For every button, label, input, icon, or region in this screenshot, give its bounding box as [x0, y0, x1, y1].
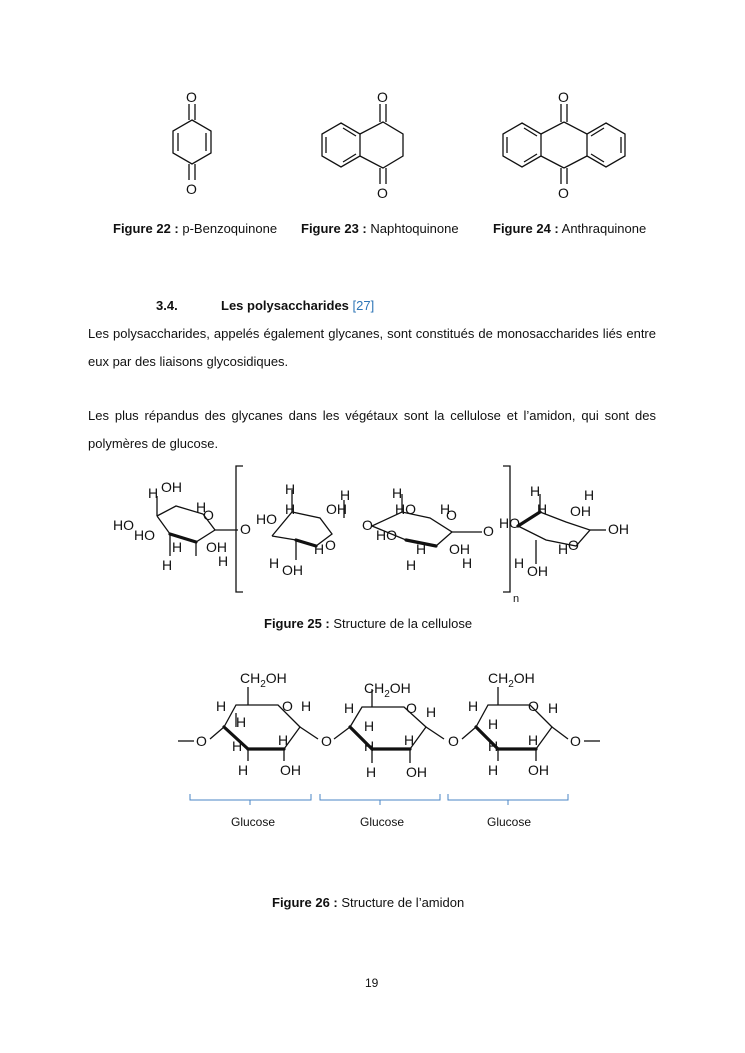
figure-23-caption [301, 221, 459, 236]
svg-text:HO: HO [395, 501, 416, 517]
svg-text:H: H [238, 762, 249, 778]
svg-text:O: O [406, 700, 417, 716]
figure-24-caption [493, 221, 646, 236]
figure-25-caption [264, 616, 472, 631]
svg-text:O: O [282, 698, 293, 714]
figure-22-caption [113, 221, 277, 236]
figure-22-label: Figure 22 : [113, 221, 179, 236]
svg-text:H: H [462, 555, 473, 571]
svg-text:HO: HO [376, 527, 397, 543]
oxygen-label: O [186, 181, 197, 197]
svg-text:O: O [203, 507, 214, 523]
section-title: Les polysaccharides [221, 298, 349, 313]
svg-text:O: O [325, 537, 336, 553]
svg-text:H: H [528, 732, 539, 748]
svg-text:H: H [406, 557, 417, 573]
figure-22-name: p-Benzoquinone [182, 221, 278, 236]
svg-text:H: H [537, 501, 548, 517]
svg-text:O: O [240, 521, 251, 537]
oxygen-label: O [558, 89, 569, 105]
svg-text:H: H [232, 738, 243, 754]
svg-text:H: H [584, 487, 595, 503]
figure-26-caption [272, 895, 464, 910]
svg-text:H: H [344, 700, 355, 716]
naphtoquinone-structure [322, 89, 403, 201]
svg-text:OH: OH [570, 503, 591, 519]
svg-text:OH: OH [608, 521, 629, 537]
reference-link[interactable]: [27] [352, 298, 375, 313]
svg-text:H: H [440, 501, 451, 517]
svg-text:H: H [404, 732, 415, 748]
svg-text:H: H [314, 541, 325, 557]
glucose-label-2: Glucose [360, 815, 405, 829]
svg-text:H: H [148, 485, 159, 501]
repeat-subscript: n [513, 593, 520, 605]
glucose-label-1: Glucose [231, 815, 276, 829]
figure-23-name: Naphtoquinone [370, 221, 459, 236]
figure-24-label: Figure 24 : [493, 221, 559, 236]
svg-text:OH: OH [161, 479, 182, 495]
svg-text:OH: OH [406, 764, 427, 780]
paragraph-glycanes: Les plus répandus des glycanes dans les végétaux sont la cellulose et l’amidon, qui sont des polymères de glucose. [88, 408, 656, 451]
oxygen-label: O [186, 89, 197, 105]
svg-text:OH: OH [326, 501, 347, 517]
svg-text:H: H [364, 718, 375, 734]
svg-text:O: O [568, 537, 579, 553]
glucose-brace [190, 794, 311, 805]
svg-text:H: H [392, 485, 403, 501]
svg-text:O: O [362, 517, 373, 533]
svg-text:OH: OH [282, 562, 303, 578]
svg-text:H: H [216, 698, 227, 714]
figure-25-name: Structure de la cellulose [333, 616, 473, 631]
svg-text:O: O [528, 698, 539, 714]
svg-text:H: H [278, 732, 289, 748]
svg-text:H: H [340, 487, 351, 503]
svg-text:O: O [570, 733, 581, 749]
svg-text:OH: OH [449, 541, 470, 557]
figure-24-name: Anthraquinone [561, 221, 647, 236]
svg-text:OH: OH [280, 762, 301, 778]
svg-text:OH: OH [206, 539, 227, 555]
svg-text:H: H [364, 738, 375, 754]
svg-text:H: H [558, 541, 569, 557]
oxygen-label: O [377, 89, 388, 105]
svg-text:H: H [548, 700, 559, 716]
anthraquinone-structure [503, 89, 625, 201]
svg-text:HO: HO [499, 515, 520, 531]
svg-text:CH2OH: $CH_2OH$ [364, 680, 411, 700]
amidon-structure [0, 665, 745, 835]
paragraph-intro: Les polysaccharides, appelés également glycanes, sont constitués de monosaccharides liés entre eux par des liaisons glycosidiques. [88, 326, 656, 369]
figure-23-label: Figure 23 : [301, 221, 367, 236]
svg-text:O: O [321, 733, 332, 749]
svg-text:O: O [446, 507, 457, 523]
p-benzoquinone-structure [173, 89, 211, 197]
svg-text:H: H [285, 481, 296, 497]
svg-text:H: H [285, 501, 296, 517]
svg-text:H: H [426, 704, 437, 720]
svg-text:OH: OH [528, 762, 549, 778]
svg-text:H: H [269, 555, 280, 571]
svg-text:O: O [483, 523, 494, 539]
svg-text:H: H [172, 539, 183, 555]
svg-text:CH2OH: $CH_2OH$ [488, 670, 535, 690]
glucose-brace [320, 794, 440, 805]
svg-text:H: H [366, 764, 377, 780]
section-number: 3.4. [156, 298, 178, 313]
svg-text:H: H [196, 499, 207, 515]
page-number: 19 [365, 976, 379, 990]
figure-26-label: Figure 26 : [272, 895, 338, 910]
cellulose-structure [0, 460, 745, 610]
svg-text:H: H [236, 714, 247, 730]
glucose-brace [448, 794, 568, 805]
svg-text:H: H [468, 698, 479, 714]
section-title-line [221, 298, 374, 313]
svg-text:H: H [218, 553, 229, 569]
svg-text:CH2OH: $CH_2OH$ [240, 670, 287, 690]
svg-text:H: H [416, 541, 427, 557]
figure-26-name: Structure de l’amidon [341, 895, 465, 910]
svg-text:HO: HO [256, 511, 277, 527]
svg-text:H: H [488, 762, 499, 778]
svg-text:O: O [448, 733, 459, 749]
svg-text:H: H [488, 716, 499, 732]
svg-text:HO: HO [134, 527, 155, 543]
svg-text:H: H [162, 557, 173, 573]
svg-text:H: H [301, 698, 312, 714]
svg-text:O: O [196, 733, 207, 749]
quinone-structures [0, 80, 745, 210]
glucose-label-3: Glucose [487, 815, 532, 829]
svg-text:HO: HO [113, 517, 134, 533]
oxygen-label: O [558, 185, 569, 201]
svg-text:H: H [488, 738, 499, 754]
figure-25-label: Figure 25 : [264, 616, 330, 631]
svg-text:H: H [514, 555, 525, 571]
svg-text:H: H [530, 483, 541, 499]
svg-text:OH: OH [527, 563, 548, 579]
oxygen-label: O [377, 185, 388, 201]
